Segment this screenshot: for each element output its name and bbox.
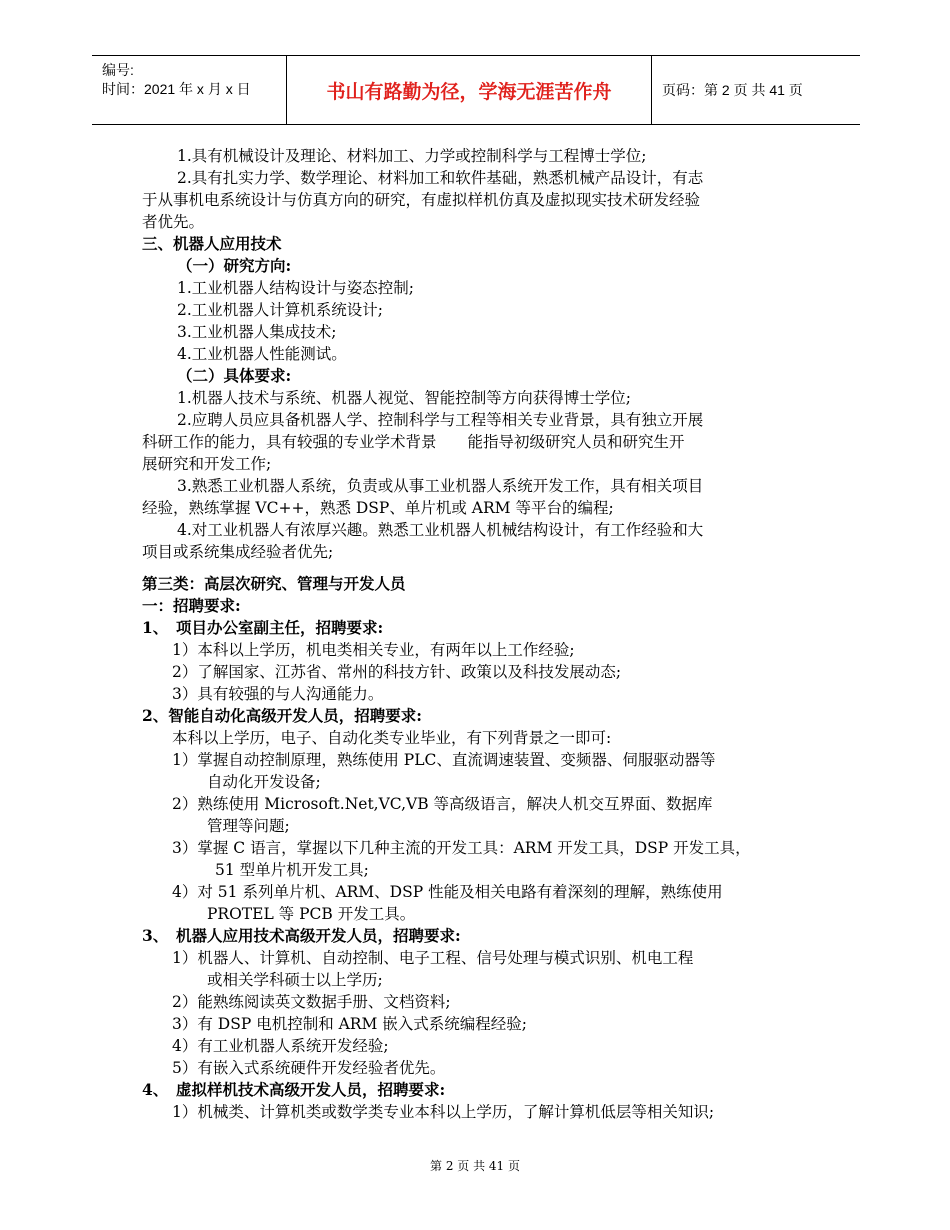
- header-meta: [92, 56, 287, 124]
- body-line: 1.具有机械设计及理论、材料加工、力学或控制科学与工程博士学位;: [177, 147, 647, 165]
- document-time-label: 时间：2021 年 x 月 x 日: [102, 81, 251, 97]
- list-item: 5）有嵌入式系统硬件开发经验者优先。: [172, 1059, 446, 1077]
- list-item-continuation: PROTEL 等 PCB 开发工具。: [207, 905, 416, 923]
- list-item: 4）对 51 系列单片机、ARM、DSP 性能及相关电路有着深刻的理解，熟练使用: [172, 883, 723, 901]
- body-line: 科研工作的能力，具有较强的专业学术背景 能指导初级研究人员和研究生开: [142, 433, 685, 451]
- list-item: 3）有 DSP 电机控制和 ARM 嵌入式系统编程经验;: [172, 1015, 528, 1033]
- header-motto: 书山有路勤为径，学海无涯苦作舟: [326, 80, 612, 103]
- list-item: 1）掌握自动控制原理，熟练使用 PLC、直流调速装置、变频器、伺服驱动器等: [172, 751, 716, 769]
- section-heading: 一：招聘要求:: [142, 596, 241, 615]
- header-motto-cell: [287, 56, 652, 124]
- list-item: 3）具有较强的与人沟通能力。: [172, 685, 384, 703]
- body-line: 3.工业机器人集成技术;: [177, 323, 337, 341]
- position-heading: 3、 机器人应用技术高级开发人员，招聘要求:: [142, 926, 461, 945]
- list-item: 1）机械类、计算机类或数学类专业本科以上学历，了解计算机低层等相关知识;: [172, 1103, 715, 1121]
- body-line: 1.机器人技术与系统、机器人视觉、智能控制等方向获得博士学位;: [177, 389, 632, 407]
- body-line: 3.熟悉工业机器人系统，负责或从事工业机器人系统开发工作，具有相关项目: [177, 477, 704, 495]
- category-heading: 第三类：高层次研究、管理与开发人员: [142, 574, 406, 593]
- body-line: 2.具有扎实力学、数学理论、材料加工和软件基础，熟悉机械产品设计，有志: [177, 169, 704, 187]
- list-item: 2）能熟练阅读英文数据手册、文档资料;: [172, 993, 451, 1011]
- body-line: 1.工业机器人结构设计与姿态控制;: [177, 279, 415, 297]
- list-item-continuation: 51 型单片机开发工具;: [215, 861, 369, 879]
- list-item: 2）熟练使用 Microsoft.Net,VC,VB 等高级语言，解决人机交互界面、数据库: [172, 795, 713, 813]
- position-heading: 4、 虚拟样机技术高级开发人员，招聘要求:: [142, 1080, 446, 1099]
- list-item: 1）本科以上学历，机电类相关专业，有两年以上工作经验;: [172, 641, 575, 659]
- body-line: 2.工业机器人计算机系统设计;: [177, 301, 384, 319]
- section-heading: 三、机器人应用技术: [142, 234, 282, 253]
- page-header: [92, 55, 860, 125]
- header-page-info: 页码：第 2 页 共 41 页: [662, 82, 803, 98]
- subsection-heading: （二）具体要求:: [177, 366, 292, 385]
- page-footer: 第 2 页 共 41 页: [430, 1159, 520, 1173]
- list-item-continuation: 或相关学科硕士以上学历;: [207, 971, 383, 989]
- body-line: 展研究和开发工作;: [142, 455, 272, 473]
- list-item-continuation: 自动化开发设备;: [207, 773, 321, 791]
- subsection-heading: （一）研究方向:: [177, 256, 292, 275]
- list-item: 3）掌握 C 语言，掌握以下几种主流的开发工具：ARM 开发工具，DSP 开发工具，: [172, 839, 751, 857]
- body-line: 于从事机电系统设计与仿真方向的研究，有虚拟样机仿真及虚拟现实技术研发经验: [142, 191, 701, 209]
- position-heading: 2、智能自动化高级开发人员，招聘要求:: [142, 706, 423, 725]
- list-item: 2）了解国家、江苏省、常州的科技方针、政策以及科技发展动态;: [172, 663, 622, 681]
- list-item-continuation: 管理等问题;: [207, 817, 290, 835]
- body-line: 者优先。: [142, 213, 205, 231]
- body-line: 2.应聘人员应具备机器人学、控制科学与工程等相关专业背景，具有独立开展: [177, 411, 704, 429]
- body-line: 本科以上学历，电子、自动化类专业毕业，有下列背景之一即可:: [172, 729, 612, 747]
- body-line: 经验，熟练掌握 VC++，熟悉 DSP、单片机或 ARM 等平台的编程;: [142, 499, 614, 517]
- document-number-label: 编号:: [102, 62, 134, 78]
- body-line: 4.对工业机器人有浓厚兴趣。熟悉工业机器人机械结构设计，有工作经验和大: [177, 521, 704, 539]
- list-item: 4）有工业机器人系统开发经验;: [172, 1037, 389, 1055]
- body-line: 项目或系统集成经验者优先;: [142, 543, 334, 561]
- position-heading: 1、 项目办公室副主任，招聘要求:: [142, 618, 384, 637]
- list-item: 1）机器人、计算机、自动控制、电子工程、信号处理与模式识别、机电工程: [172, 949, 694, 967]
- body-line: 4.工业机器人性能测试。: [177, 345, 347, 363]
